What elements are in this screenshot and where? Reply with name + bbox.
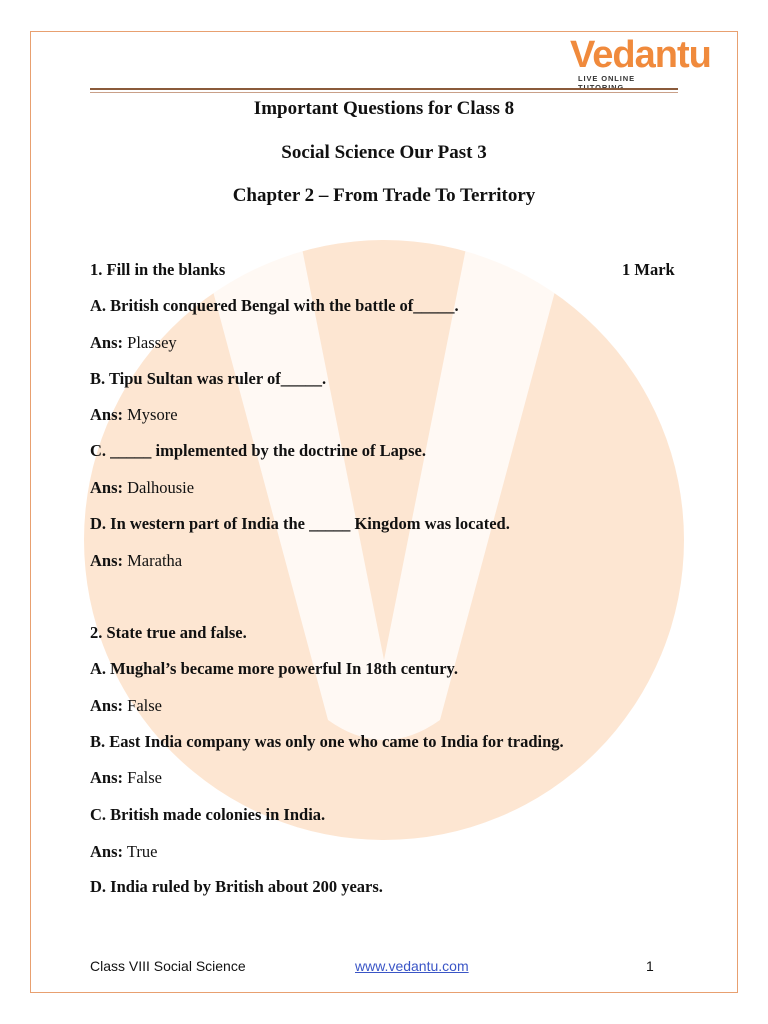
question: C. British made colonies in India. [90, 805, 326, 824]
header-rule [90, 88, 678, 90]
question: D. India ruled by British about 200 years. [90, 877, 383, 896]
answer [90, 405, 178, 425]
page-title: Important Questions for Class 8 [253, 98, 515, 119]
section-heading: 2. State true and false. [90, 623, 247, 642]
section-heading: 1. Fill in the blanks [90, 260, 226, 279]
answer-label: Ans: [90, 551, 124, 570]
answer [90, 551, 182, 571]
answer [90, 696, 162, 716]
answer-text: True [123, 842, 158, 861]
page-number: 1 [646, 958, 654, 974]
footer-class-label: Class VIII Social Science [90, 958, 246, 974]
answer-text: Mysore [123, 405, 178, 424]
answer-label: Ans: [90, 768, 124, 787]
chapter-title: Chapter 2 – From Trade To Territory [232, 185, 536, 206]
page-subtitle: Social Science Our Past 3 [281, 142, 487, 163]
marks-label: 1 Mark [622, 260, 675, 279]
question: B. East India company was only one who came to India for trading. [90, 732, 564, 751]
answer [90, 478, 194, 498]
header-rule-thin [90, 92, 678, 93]
question: A. British conquered Bengal with the battle of_____. [90, 296, 459, 315]
footer-website-link[interactable]: www.vedantu.com [355, 958, 469, 974]
answer-label: Ans: [90, 333, 124, 352]
question: A. Mughal’s became more powerful In 18th century. [90, 659, 459, 678]
answer [90, 842, 157, 862]
question: D. In western part of India the _____ Kingdom was located. [90, 514, 510, 533]
answer [90, 768, 162, 788]
answer-text: Plassey [123, 333, 177, 352]
vedantu-logo [568, 34, 711, 86]
answer-text: Dalhousie [123, 478, 195, 497]
answer-label: Ans: [90, 842, 124, 861]
answer [90, 333, 177, 353]
answer-text: Maratha [123, 551, 183, 570]
answer-text: False [123, 696, 162, 715]
logo-wordmark: Vedantu [570, 34, 711, 76]
answer-label: Ans: [90, 405, 124, 424]
answer-label: Ans: [90, 478, 124, 497]
question: B. Tipu Sultan was ruler of_____. [90, 369, 327, 388]
question: C. _____ implemented by the doctrine of Lapse. [90, 441, 426, 460]
answer-label: Ans: [90, 696, 124, 715]
answer-text: False [123, 768, 162, 787]
logo-tagline: LIVE ONLINE [578, 74, 635, 83]
